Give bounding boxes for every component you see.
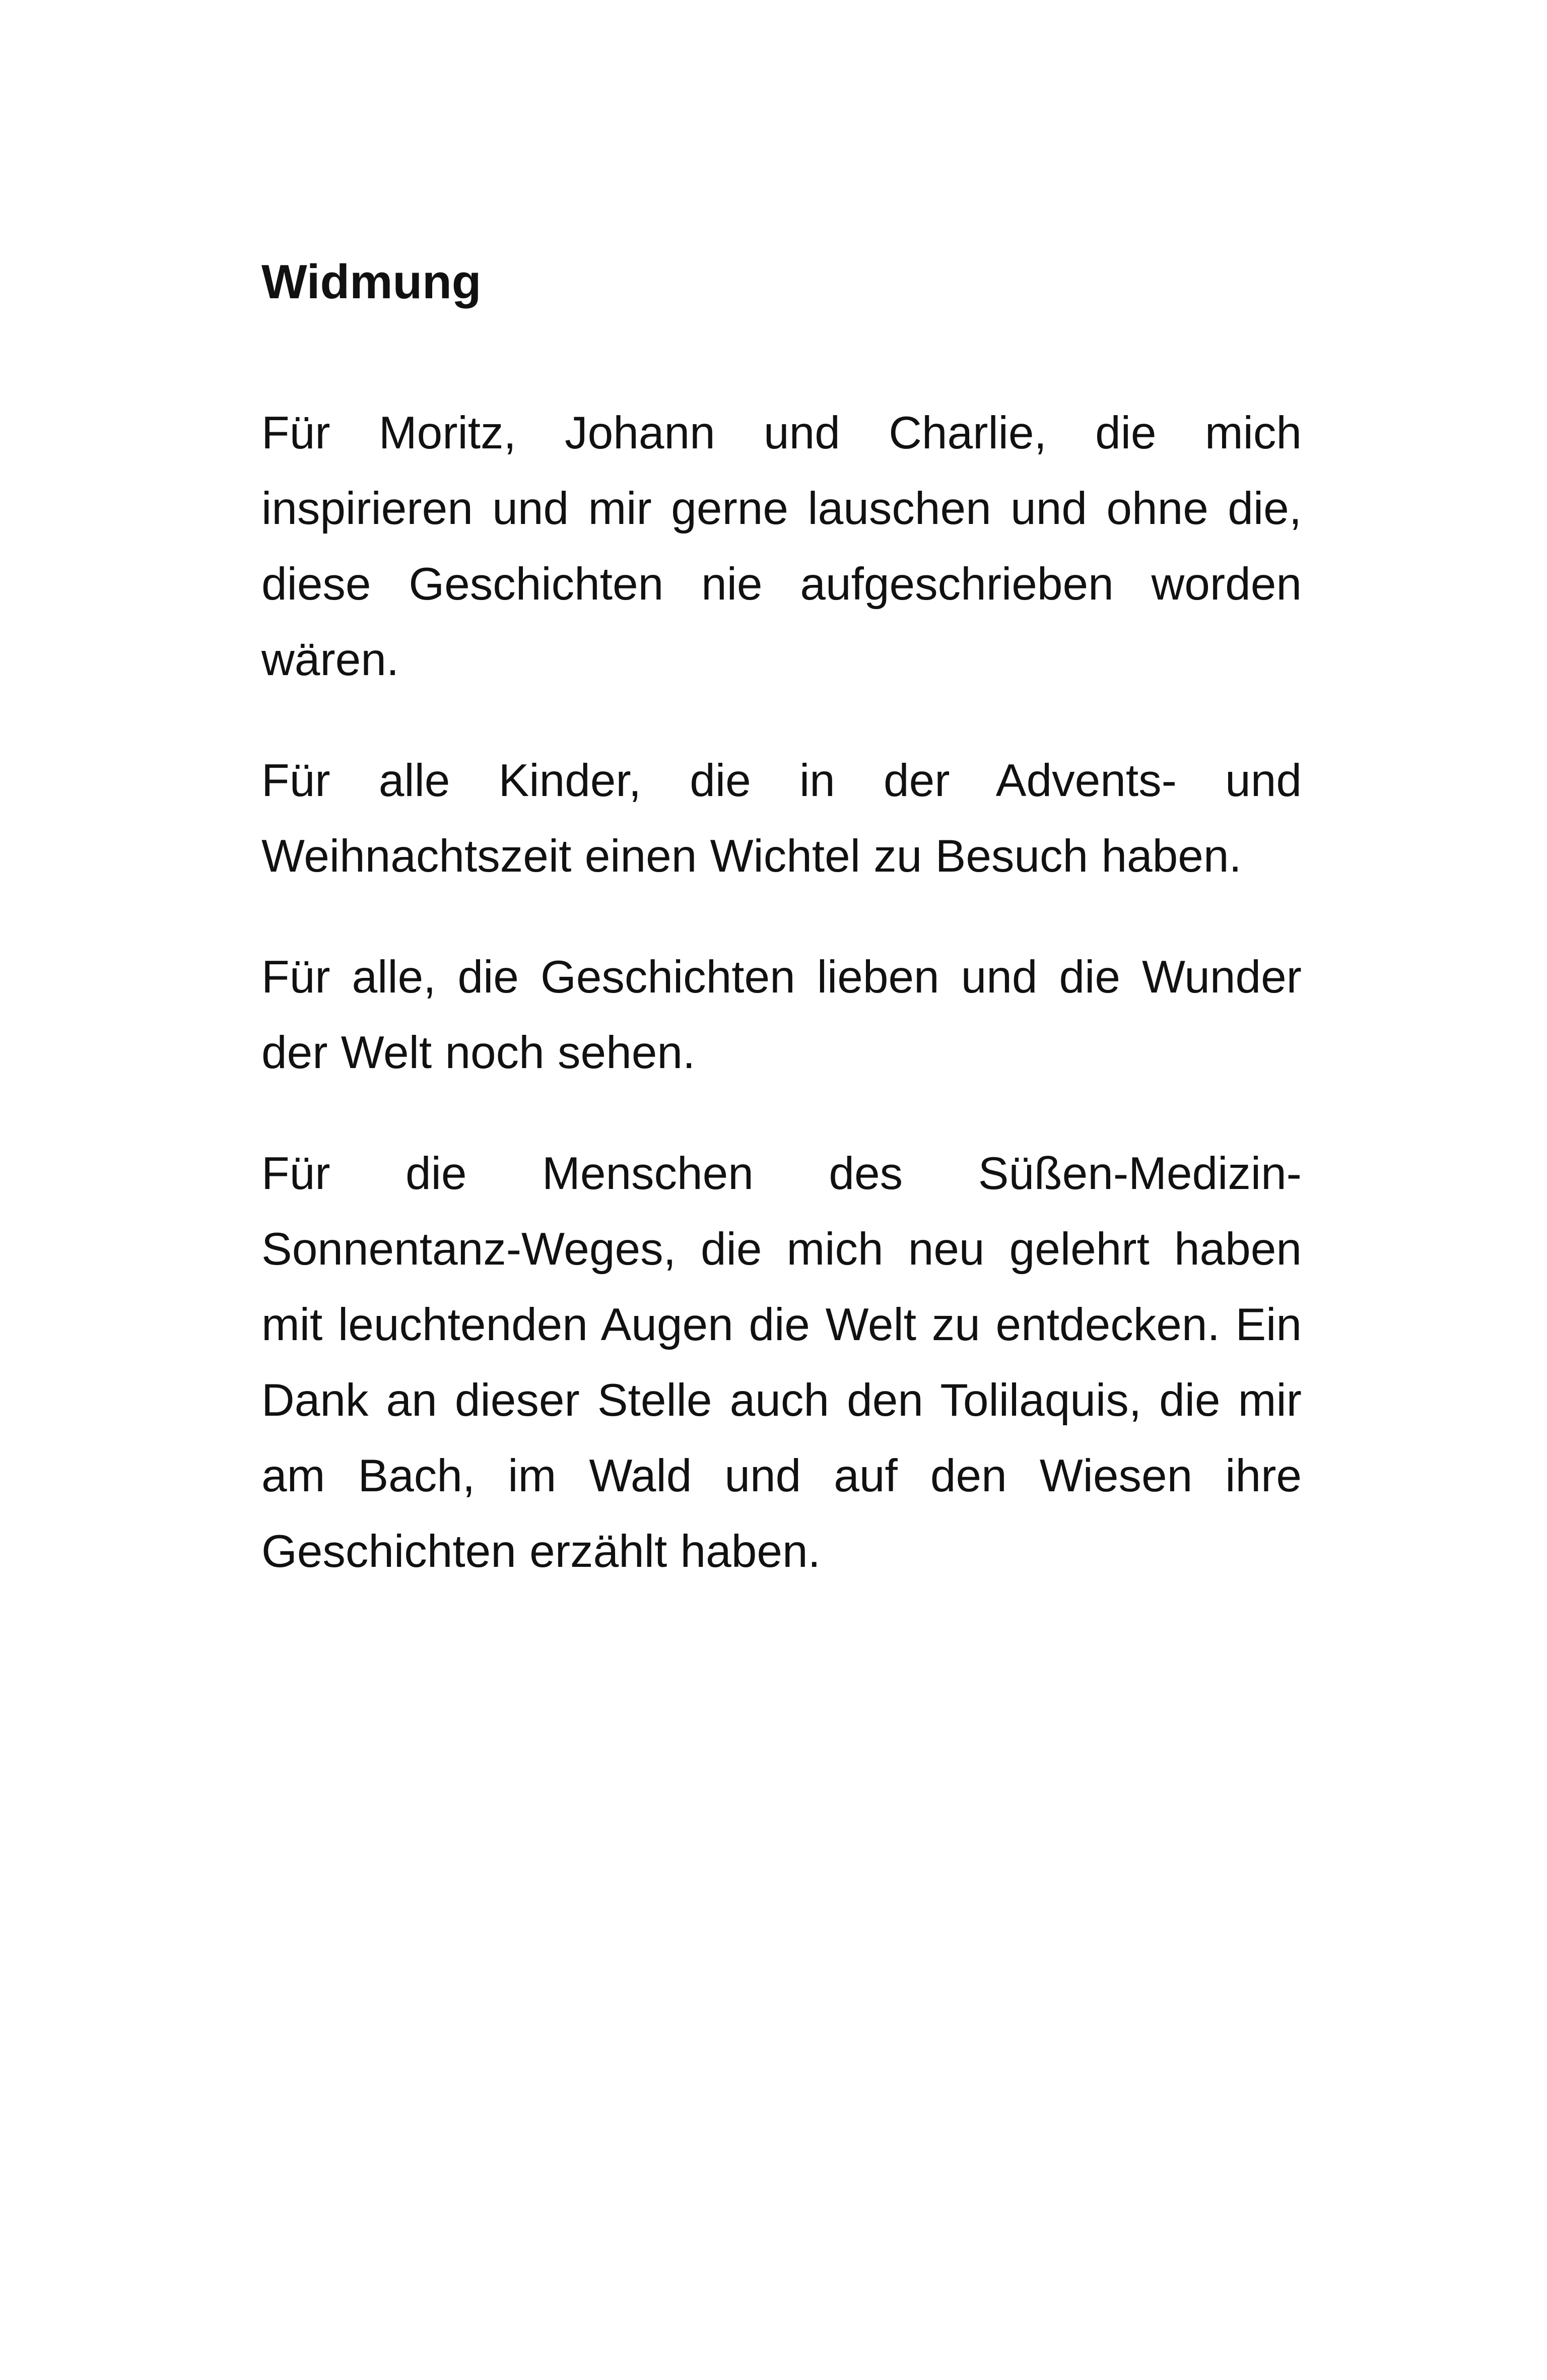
dedication-paragraph-4: Für die Menschen des Süßen-Medizin-Sonnentanz-Weges, die mich neu gelehrt haben mit leuchtenden Augen die Welt zu entdecken. Ein Dank an dieser Stelle auch den Tolilaquis, die mir am Bach, im Wald und auf den Wiesen ihre Geschichten erzählt haben.	[261, 1148, 1302, 1577]
dedication-section	[261, 252, 1302, 1590]
dedication-paragraph-3: Für alle, die Geschichten lieben und die Wunder der Welt noch sehen.	[261, 952, 1302, 1078]
dedication-paragraph-1: Für Moritz, Johann und Charlie, die mich inspirieren und mir gerne lauschen und ohne die, diese Geschichten nie aufgeschrieben worden wären.	[261, 408, 1302, 685]
dedication-paragraph-2: Für alle Kinder, die in der Advents- und Weihnachtszeit einen Wichtel zu Besuch haben.	[261, 755, 1302, 882]
dedication-heading: Widmung	[261, 255, 482, 309]
